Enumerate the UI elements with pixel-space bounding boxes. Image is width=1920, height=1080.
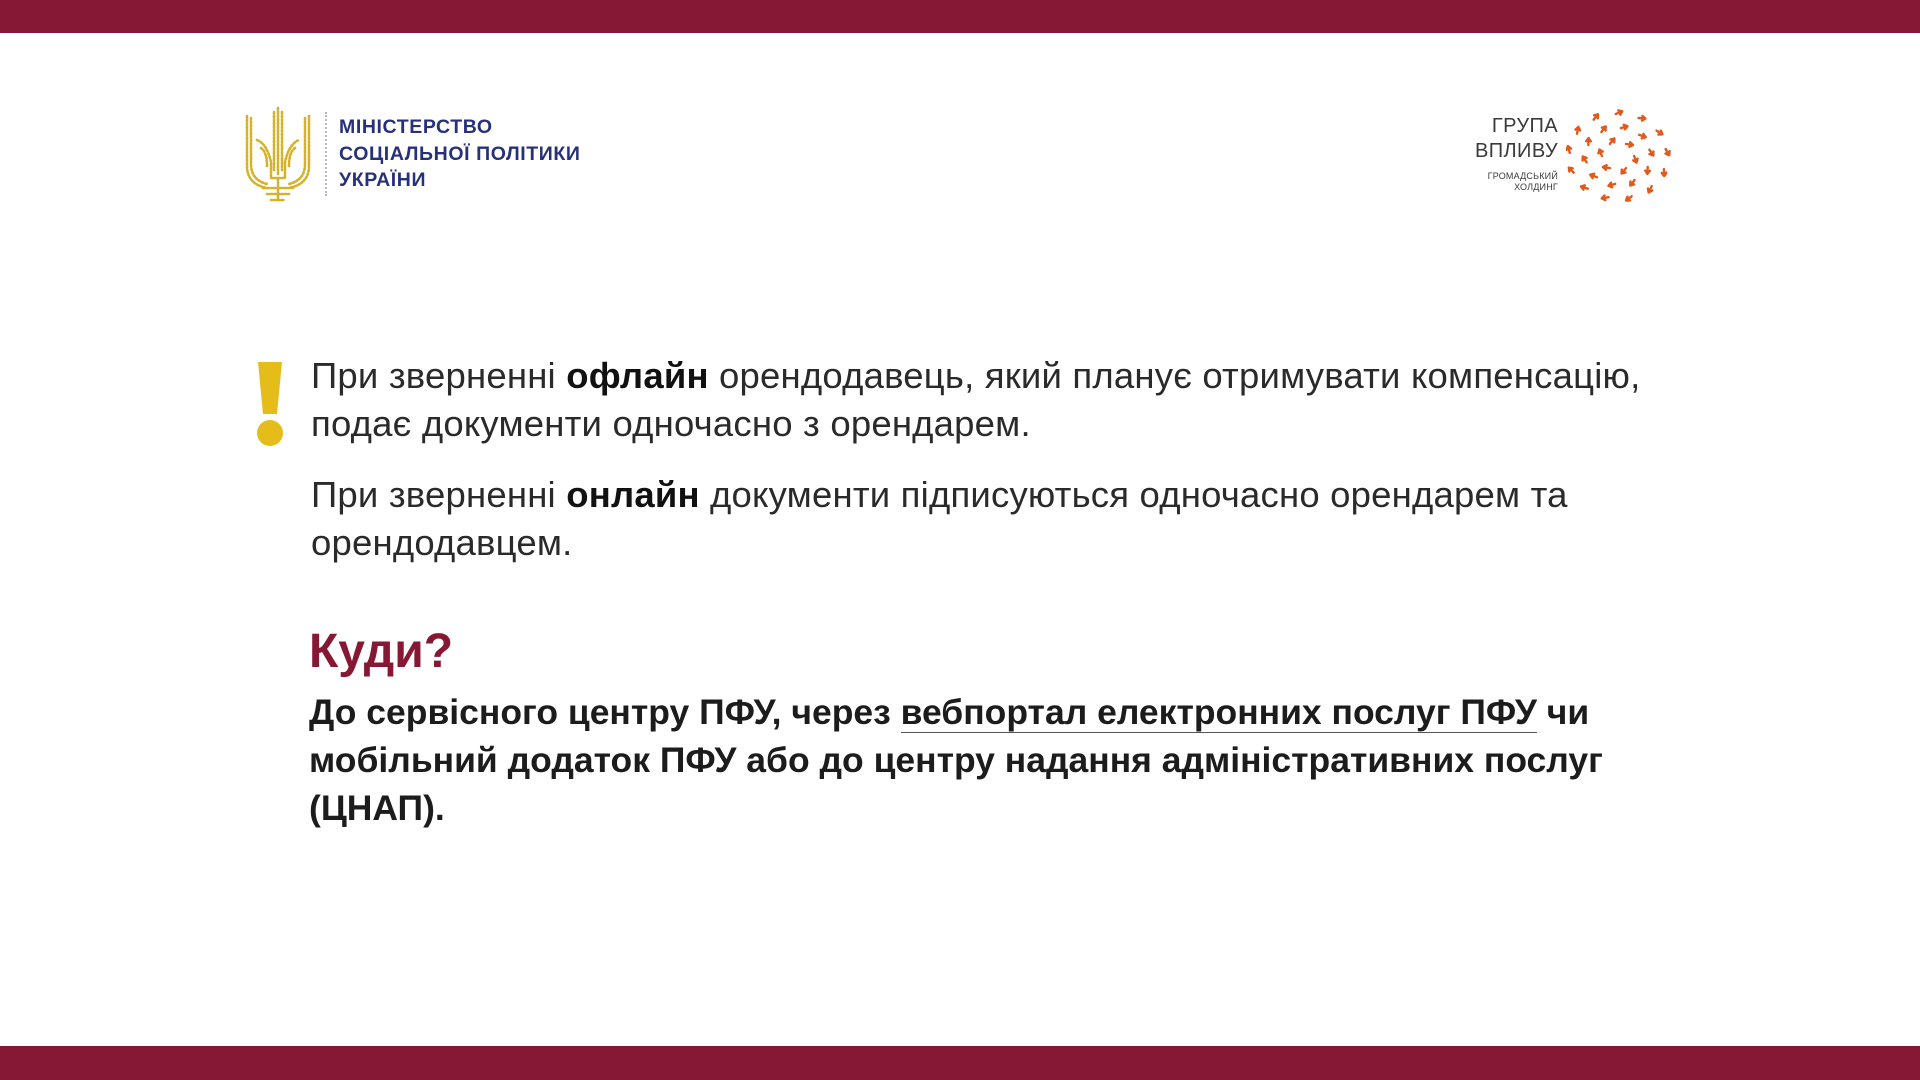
logo-arrow	[1594, 114, 1598, 119]
logo-arrow	[1666, 149, 1670, 155]
online-text-end: документи підписуються одночасно орендарем та орендодавцем.	[311, 474, 1568, 563]
logo-arrow	[1586, 138, 1591, 145]
logo-arrow	[1581, 185, 1588, 189]
logo-arrow	[1649, 150, 1653, 156]
logo-arrow	[1601, 127, 1605, 133]
partner-logo	[1462, 106, 1682, 206]
logo-arrow	[1583, 157, 1587, 163]
logo-arrow	[1621, 125, 1628, 130]
where-heading: Куди?	[309, 625, 454, 678]
ministry-name-line-3: УКРАЇНИ	[339, 169, 427, 192]
ministry-name-line-2: СОЦІАЛЬНОЇ ПОЛІТИКИ	[339, 142, 581, 165]
where-answer-end: чи мобільний додаток ПФУ або до центру надання адміністративних послуг (ЦНАП).	[309, 692, 1603, 828]
logo-arrow	[1603, 165, 1610, 170]
notice-offline-paragraph	[311, 352, 1651, 448]
logo-arrow	[1567, 146, 1572, 153]
logo-arrow	[1616, 110, 1622, 114]
logo-arrow	[1639, 134, 1646, 138]
online-text-start: При зверненні	[311, 474, 567, 515]
partner-name-line-1: ГРУПА	[1491, 115, 1558, 137]
logo-arrow	[1630, 180, 1634, 186]
ministry-name	[339, 114, 581, 194]
logo-arrow	[1609, 183, 1616, 188]
logo-arrow	[1598, 150, 1602, 157]
notice-online-paragraph	[311, 471, 1651, 567]
top-brand-bar	[0, 0, 1920, 33]
logo-arrow	[1645, 167, 1650, 174]
arrows-swirl-icon	[1566, 106, 1682, 206]
offline-text-start: При зверненні	[311, 355, 567, 396]
logo-arrow	[1626, 196, 1632, 200]
ministry-name-line-1: МІНІСТЕРСТВО	[339, 116, 493, 139]
logo-arrow	[1622, 168, 1626, 173]
logo-arrow	[1639, 116, 1646, 121]
partner-subtitle-line-1: ГРОМАДСЬКИЙ	[1487, 171, 1558, 181]
logo-arrow	[1657, 131, 1663, 135]
logo-arrow	[1569, 168, 1574, 173]
online-keyword: онлайн	[566, 474, 700, 515]
offline-text-end: орендодавець, який планує отримувати компенсацію, подає документи одночасно з орендарем.	[311, 355, 1641, 444]
partner-name-line-2: ВПЛИВУ	[1475, 140, 1558, 162]
logo-arrow	[1610, 139, 1615, 144]
partner-subtitle-line-2: ХОЛДИНГ	[1514, 182, 1558, 192]
where-answer	[309, 688, 1639, 832]
where-answer-start: До сервісного центру ПФУ, через	[309, 692, 901, 732]
partner-logo-text	[1475, 114, 1558, 193]
logo-arrow	[1576, 127, 1581, 134]
logo-arrow	[1590, 174, 1597, 178]
logo-divider	[325, 112, 327, 196]
logo-arrow	[1648, 186, 1652, 192]
logo-arrow	[1662, 169, 1667, 176]
offline-keyword: офлайн	[566, 355, 709, 396]
logo-arrow	[1633, 156, 1637, 163]
logo-arrow	[1626, 142, 1633, 147]
trident-icon	[243, 104, 313, 204]
logo-arrow	[1602, 196, 1609, 201]
exclamation-icon	[255, 362, 285, 446]
bottom-brand-bar	[0, 1046, 1920, 1080]
pfu-webportal-link[interactable]: вебпортал електронних послуг ПФУ	[900, 692, 1537, 732]
ministry-logo	[243, 104, 581, 204]
